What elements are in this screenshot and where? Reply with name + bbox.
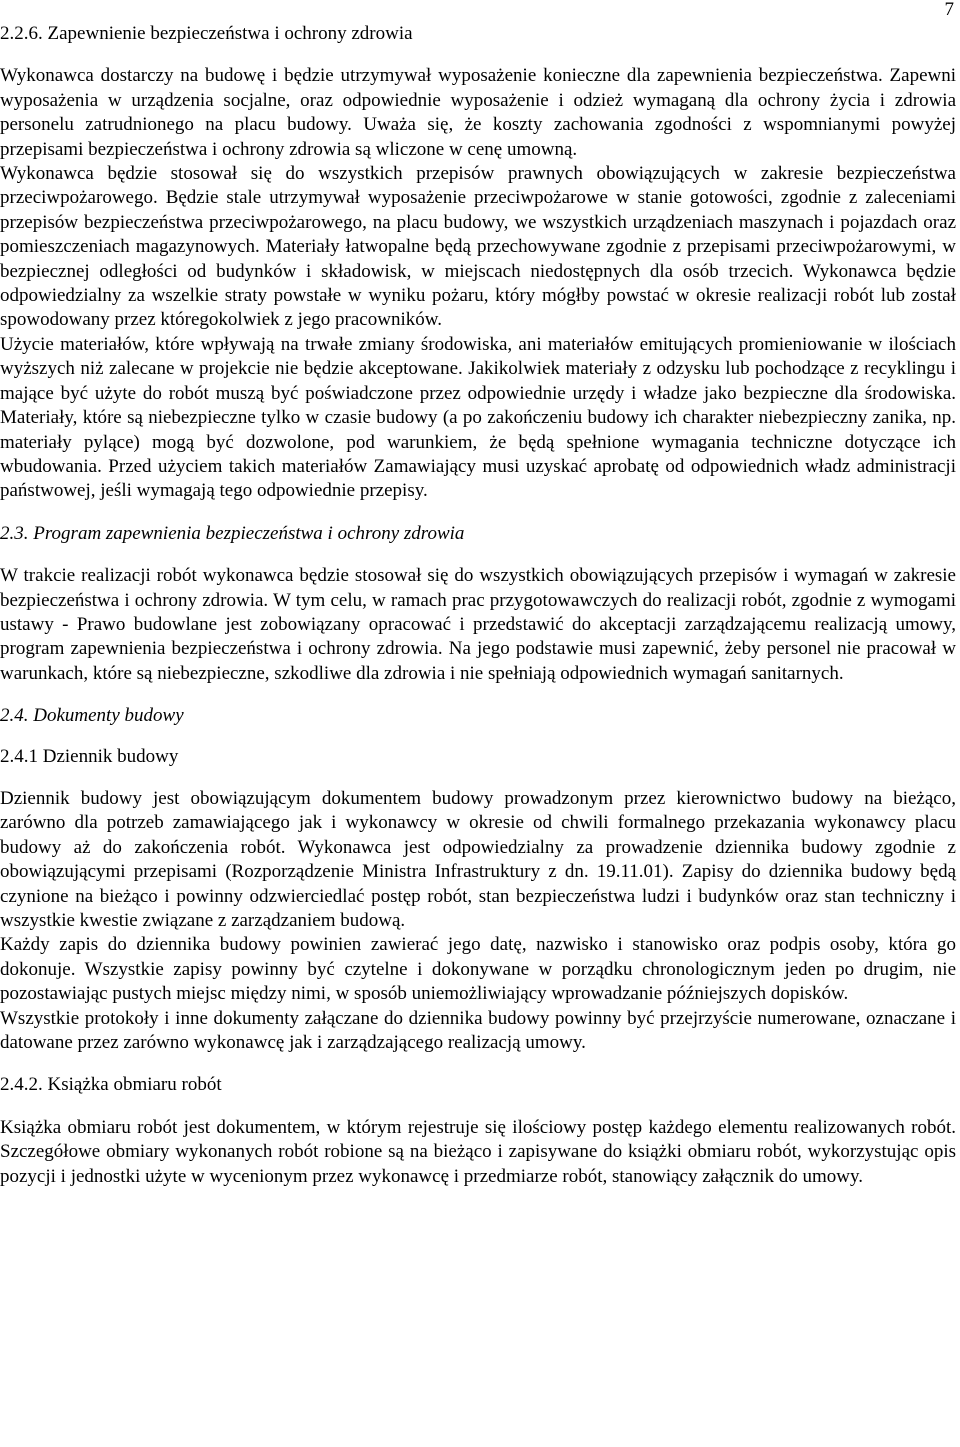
section-heading-2-4: 2.4. Dokumenty budowy	[0, 705, 184, 727]
section-heading-2-2-6: 2.2.6. Zapewnienie bezpieczeństwa i ochrony zdrowia	[0, 23, 413, 44]
paragraph: Wykonawca dostarczy na budowę i będzie utrzymywał wyposażenie konieczne dla zapewnienia bezpieczeństwa. Zapewni wyposażenia w urządzenia socjalne, oraz odpowiednie wyposażenie i odzież wymaganą dla ochrony życia i zdrowia personelu zatrudnionego na placu budowy. Uważa się, że koszty zachowania zgodności z wspomnianymi powyżej przepisami bezpieczeństwa i ochrony zdrowia są wliczone w cenę umowną.	[0, 65, 956, 160]
paragraph: Dziennik budowy jest obowiązującym dokumentem budowy prowadzonym przez kierownictwo budowy na bieżąco, zarówno dla potrzeb zamawiającego jak i wykonawcy w okresie od chwili formalnego przekazania wykonawcy placu budowy aż do zakończenia robót. Wykonawca jest odpowiedzialny za prowadzenie dziennika budowy zgodnie z obowiązującymi przepisami (Rozporządzenie Ministra Infrastruktury z dn. 19.11.01). Zapisy do dziennika budowy będą czynione na bieżąco i powinny odzwierciedlać postęp robót, stan bezpieczeństwa ludzi i budynków oraz stan techniczny i wszystkie kwestie związane z zarządzaniem budową.	[0, 787, 956, 931]
paragraph: W trakcie realizacji robót wykonawca będzie stosował się do wszystkich obowiązujących przepisów i wymagań w zakresie bezpieczeństwa i ochrony zdrowia. W tym celu, w ramach prac przygotowawczych do realizacji robót, zgodnie z wymogami ustawy - Prawo budowlane jest zobowiązany opracować i przedstawić do akceptacji zarządzającemu realizacją umowy, program zapewnienia bezpieczeństwa i ochrony zdrowia. Na jego podstawie musi zapewnić, żeby personel nie pracował w warunkach, które są niebezpieczne, szkodliwe dla zdrowia i nie spełniają odpowiednich wymagań sanitarnych.	[0, 565, 956, 684]
section-heading-2-4-1: 2.4.1 Dziennik budowy	[0, 745, 179, 767]
section-heading-2-3: 2.3. Program zapewnienia bezpieczeństwa i ochrony zdrowia	[0, 522, 465, 544]
paragraph: Wykonawca będzie stosował się do wszystkich przepisów prawnych obowiązujących w zakresie bezpieczeństwa przeciwpożarowego. Będzie stale utrzymywał wyposażenie przeciwpożarowe w stanie gotowości, zgodnie z zaleceniami przepisów bezpieczeństwa przeciwpożarowego, na placu budowy, we wszystkich urządzeniach maszynach i pojazdach oraz pomieszczeniach magazynowych. Materiały łatwopalne będą przechowywane zgodnie z przepisami przeciwpożarowymi, w bezpiecznej odległości od budynków i składowisk, w miejscach niedostępnych dla osób trzecich. Wykonawca będzie odpowiedzialny za wszelkie straty powstałe w wyniku pożaru, który mógłby powstać w okresie realizacji robót lub został spowodowany przez któregokolwiek z jego pracowników.	[0, 163, 956, 331]
paragraph: Każdy zapis do dziennika budowy powinien zawierać jego datę, nazwisko i stanowisko oraz podpis osoby, która go dokonuje. Wszystkie zapisy powinny być czytelne i dokonywane w porządku chronologicznym jeden po drugim, nie pozostawiając pustych miejsc między nimi, w sposób uniemożliwiający wprowadzanie późniejszych dopisków.	[0, 934, 956, 1005]
paragraph: Użycie materiałów, które wpływają na trwałe zmiany środowiska, ani materiałów emitujących promieniowanie w ilościach wyższych niż zalecane w projekcie nie będzie akceptowane. Jakikolwiek materiały z odzysku lub pochodzące z recyklingu i mające być użyte do robót muszą być poświadczone przez odpowiednie urzędy i władze jako bezpieczne dla środowiska. Materiały, które są niebezpieczne tylko w czasie budowy (a po zakończeniu budowy ich charakter niebezpieczny zanika, np. materiały pylące) mogą być dozwolone, pod warunkiem, że będą spełnione wymagania techniczne dotyczące ich wbudowania. Przed użyciem takich materiałów Zamawiający musi uzyskać aprobatę od odpowiednich władz administracji państwowej, jeśli wymagają tego odpowiednie przepisy.	[0, 333, 956, 502]
paragraph: Książka obmiaru robót jest dokumentem, w którym rejestruje się ilościowy postęp każdego elementu realizowanych robót. Szczegółowe obmiary wykonanych robót robione są na bieżąco i zapisywane do książki obmiaru robót, wykorzystując opis pozycji i jednostki użyte w wycenionym przez wykonawcę i przedmiarze robót, stanowiący załącznik do umowy.	[0, 1116, 956, 1187]
page-number: 7	[944, 0, 954, 20]
paragraph: Wszystkie protokoły i inne dokumenty załączane do dziennika budowy powinny być przejrzyście numerowane, oznaczane i datowane przez zarówno wykonawcę jak i zarządzającego realizacją umowy.	[0, 1007, 956, 1054]
section-heading-2-4-2: 2.4.2. Książka obmiaru robót	[0, 1074, 222, 1096]
document-body	[0, 22, 956, 1189]
